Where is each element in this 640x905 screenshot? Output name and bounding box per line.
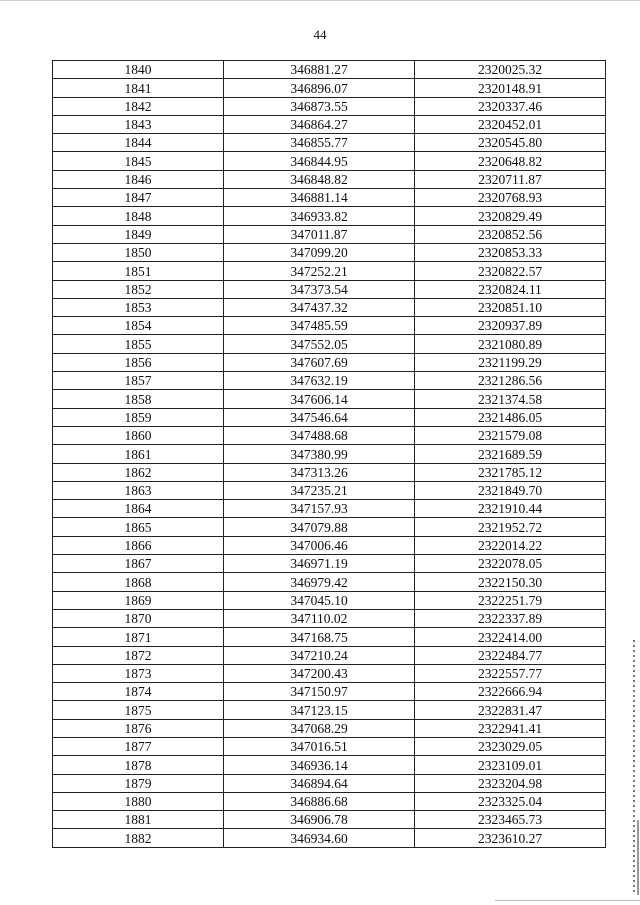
- y-coordinate-cell: 2320937.89: [415, 317, 606, 335]
- point-number-cell: 1863: [53, 481, 224, 499]
- x-coordinate-cell: 347045.10: [224, 591, 415, 609]
- point-number-cell: 1868: [53, 573, 224, 591]
- x-coordinate-cell: 347079.88: [224, 518, 415, 536]
- x-coordinate-cell: 346979.42: [224, 573, 415, 591]
- point-number-cell: 1879: [53, 774, 224, 792]
- y-coordinate-cell: 2320829.49: [415, 207, 606, 225]
- table-row: [53, 591, 606, 609]
- x-coordinate-cell: 347313.26: [224, 463, 415, 481]
- point-number-cell: 1849: [53, 225, 224, 243]
- y-coordinate-cell: 2321910.44: [415, 500, 606, 518]
- table-row: [53, 701, 606, 719]
- y-coordinate-cell: 2321286.56: [415, 372, 606, 390]
- y-coordinate-cell: 2322414.00: [415, 628, 606, 646]
- point-number-cell: 1876: [53, 719, 224, 737]
- point-number-cell: 1853: [53, 298, 224, 316]
- table-row: [53, 737, 606, 755]
- x-coordinate-cell: 347252.21: [224, 262, 415, 280]
- table-row: [53, 115, 606, 133]
- y-coordinate-cell: 2322150.30: [415, 573, 606, 591]
- y-coordinate-cell: 2323109.01: [415, 756, 606, 774]
- table-row: [53, 170, 606, 188]
- table-row: [53, 426, 606, 444]
- point-number-cell: 1857: [53, 372, 224, 390]
- point-number-cell: 1865: [53, 518, 224, 536]
- y-coordinate-cell: 2322014.22: [415, 536, 606, 554]
- x-coordinate-cell: 347011.87: [224, 225, 415, 243]
- point-number-cell: 1874: [53, 683, 224, 701]
- y-coordinate-cell: 2320822.57: [415, 262, 606, 280]
- y-coordinate-cell: 2320025.32: [415, 61, 606, 79]
- x-coordinate-cell: 347200.43: [224, 664, 415, 682]
- x-coordinate-cell: 347006.46: [224, 536, 415, 554]
- table-row: [53, 756, 606, 774]
- point-number-cell: 1855: [53, 335, 224, 353]
- point-number-cell: 1880: [53, 792, 224, 810]
- x-coordinate-cell: 346881.27: [224, 61, 415, 79]
- table-row: [53, 97, 606, 115]
- y-coordinate-cell: 2320768.93: [415, 189, 606, 207]
- table-row: [53, 243, 606, 261]
- table-row: [53, 646, 606, 664]
- x-coordinate-cell: 347607.69: [224, 353, 415, 371]
- point-number-cell: 1846: [53, 170, 224, 188]
- top-rule: [0, 0, 640, 1]
- table-row: [53, 811, 606, 829]
- point-number-cell: 1850: [53, 243, 224, 261]
- table-row: [53, 518, 606, 536]
- y-coordinate-cell: 2320148.91: [415, 79, 606, 97]
- point-number-cell: 1860: [53, 426, 224, 444]
- y-coordinate-cell: 2320648.82: [415, 152, 606, 170]
- table-row: [53, 481, 606, 499]
- table-row: [53, 536, 606, 554]
- y-coordinate-cell: 2323465.73: [415, 811, 606, 829]
- table-row: [53, 792, 606, 810]
- y-coordinate-cell: 2322337.89: [415, 609, 606, 627]
- point-number-cell: 1843: [53, 115, 224, 133]
- x-coordinate-cell: 346864.27: [224, 115, 415, 133]
- point-number-cell: 1867: [53, 555, 224, 573]
- y-coordinate-cell: 2320545.80: [415, 134, 606, 152]
- y-coordinate-cell: 2321689.59: [415, 445, 606, 463]
- y-coordinate-cell: 2322557.77: [415, 664, 606, 682]
- x-coordinate-cell: 347373.54: [224, 280, 415, 298]
- x-coordinate-cell: 347546.64: [224, 408, 415, 426]
- y-coordinate-cell: 2320711.87: [415, 170, 606, 188]
- point-number-cell: 1866: [53, 536, 224, 554]
- x-coordinate-cell: 347168.75: [224, 628, 415, 646]
- x-coordinate-cell: 346848.82: [224, 170, 415, 188]
- y-coordinate-cell: 2320853.33: [415, 243, 606, 261]
- y-coordinate-cell: 2323325.04: [415, 792, 606, 810]
- x-coordinate-cell: 347632.19: [224, 372, 415, 390]
- point-number-cell: 1875: [53, 701, 224, 719]
- point-number-cell: 1873: [53, 664, 224, 682]
- x-coordinate-cell: 346886.68: [224, 792, 415, 810]
- table-row: [53, 225, 606, 243]
- table-row: [53, 353, 606, 371]
- table-row: [53, 79, 606, 97]
- x-coordinate-cell: 347016.51: [224, 737, 415, 755]
- point-number-cell: 1841: [53, 79, 224, 97]
- x-coordinate-cell: 347437.32: [224, 298, 415, 316]
- y-coordinate-cell: 2322484.77: [415, 646, 606, 664]
- x-coordinate-cell: 346906.78: [224, 811, 415, 829]
- x-coordinate-cell: 347157.93: [224, 500, 415, 518]
- table-row: [53, 628, 606, 646]
- table-row: [53, 683, 606, 701]
- y-coordinate-cell: 2321952.72: [415, 518, 606, 536]
- table-row: [53, 335, 606, 353]
- page-number: 44: [313, 27, 327, 42]
- table-row: [53, 262, 606, 280]
- x-coordinate-cell: 346855.77: [224, 134, 415, 152]
- x-coordinate-cell: 347235.21: [224, 481, 415, 499]
- y-coordinate-cell: 2322831.47: [415, 701, 606, 719]
- table-row: [53, 189, 606, 207]
- x-coordinate-cell: 347068.29: [224, 719, 415, 737]
- y-coordinate-cell: 2322666.94: [415, 683, 606, 701]
- point-number-cell: 1862: [53, 463, 224, 481]
- x-coordinate-cell: 347606.14: [224, 390, 415, 408]
- y-coordinate-cell: 2320852.56: [415, 225, 606, 243]
- y-coordinate-cell: 2322941.41: [415, 719, 606, 737]
- point-number-cell: 1856: [53, 353, 224, 371]
- x-coordinate-cell: 347485.59: [224, 317, 415, 335]
- x-coordinate-cell: 346844.95: [224, 152, 415, 170]
- table-row: [53, 298, 606, 316]
- table-row: [53, 664, 606, 682]
- y-coordinate-cell: 2320824.11: [415, 280, 606, 298]
- binding-edge-mark: [637, 820, 639, 895]
- table-row: [53, 61, 606, 79]
- point-number-cell: 1852: [53, 280, 224, 298]
- point-number-cell: 1877: [53, 737, 224, 755]
- table-row: [53, 573, 606, 591]
- point-number-cell: 1869: [53, 591, 224, 609]
- point-number-cell: 1881: [53, 811, 224, 829]
- table-row: [53, 408, 606, 426]
- y-coordinate-cell: 2321199.29: [415, 353, 606, 371]
- point-number-cell: 1847: [53, 189, 224, 207]
- y-coordinate-cell: 2321849.70: [415, 481, 606, 499]
- x-coordinate-cell: 346873.55: [224, 97, 415, 115]
- x-coordinate-cell: 346936.14: [224, 756, 415, 774]
- y-coordinate-cell: 2320337.46: [415, 97, 606, 115]
- x-coordinate-cell: 346896.07: [224, 79, 415, 97]
- coordinates-table: [52, 60, 606, 848]
- table-row: [53, 500, 606, 518]
- table-row: [53, 207, 606, 225]
- y-coordinate-cell: 2321486.05: [415, 408, 606, 426]
- table-row: [53, 317, 606, 335]
- point-number-cell: 1858: [53, 390, 224, 408]
- table-row: [53, 390, 606, 408]
- y-coordinate-cell: 2321785.12: [415, 463, 606, 481]
- x-coordinate-cell: 346894.64: [224, 774, 415, 792]
- y-coordinate-cell: 2323204.98: [415, 774, 606, 792]
- binding-edge-mark: [633, 640, 635, 895]
- x-coordinate-cell: 347210.24: [224, 646, 415, 664]
- y-coordinate-cell: 2322078.05: [415, 555, 606, 573]
- y-coordinate-cell: 2321374.58: [415, 390, 606, 408]
- x-coordinate-cell: 346934.60: [224, 829, 415, 847]
- table-row: [53, 463, 606, 481]
- x-coordinate-cell: 347099.20: [224, 243, 415, 261]
- point-number-cell: 1878: [53, 756, 224, 774]
- table-row: [53, 280, 606, 298]
- table-row: [53, 774, 606, 792]
- x-coordinate-cell: 347110.02: [224, 609, 415, 627]
- x-coordinate-cell: 346881.14: [224, 189, 415, 207]
- x-coordinate-cell: 347123.15: [224, 701, 415, 719]
- table-row: [53, 134, 606, 152]
- table-row: [53, 829, 606, 847]
- point-number-cell: 1859: [53, 408, 224, 426]
- y-coordinate-cell: 2320452.01: [415, 115, 606, 133]
- table-row: [53, 609, 606, 627]
- x-coordinate-cell: 346933.82: [224, 207, 415, 225]
- coordinates-table-body: [53, 61, 606, 848]
- point-number-cell: 1840: [53, 61, 224, 79]
- bottom-rule: [495, 900, 640, 901]
- y-coordinate-cell: 2320851.10: [415, 298, 606, 316]
- point-number-cell: 1844: [53, 134, 224, 152]
- point-number-cell: 1854: [53, 317, 224, 335]
- table-row: [53, 372, 606, 390]
- y-coordinate-cell: 2322251.79: [415, 591, 606, 609]
- point-number-cell: 1861: [53, 445, 224, 463]
- x-coordinate-cell: 347552.05: [224, 335, 415, 353]
- x-coordinate-cell: 347488.68: [224, 426, 415, 444]
- table-row: [53, 719, 606, 737]
- point-number-cell: 1864: [53, 500, 224, 518]
- table-row: [53, 555, 606, 573]
- x-coordinate-cell: 346971.19: [224, 555, 415, 573]
- y-coordinate-cell: 2321579.08: [415, 426, 606, 444]
- y-coordinate-cell: 2321080.89: [415, 335, 606, 353]
- y-coordinate-cell: 2323029.05: [415, 737, 606, 755]
- table-row: [53, 445, 606, 463]
- point-number-cell: 1871: [53, 628, 224, 646]
- point-number-cell: 1870: [53, 609, 224, 627]
- point-number-cell: 1845: [53, 152, 224, 170]
- x-coordinate-cell: 347150.97: [224, 683, 415, 701]
- point-number-cell: 1842: [53, 97, 224, 115]
- point-number-cell: 1851: [53, 262, 224, 280]
- point-number-cell: 1882: [53, 829, 224, 847]
- x-coordinate-cell: 347380.99: [224, 445, 415, 463]
- point-number-cell: 1872: [53, 646, 224, 664]
- y-coordinate-cell: 2323610.27: [415, 829, 606, 847]
- point-number-cell: 1848: [53, 207, 224, 225]
- table-row: [53, 152, 606, 170]
